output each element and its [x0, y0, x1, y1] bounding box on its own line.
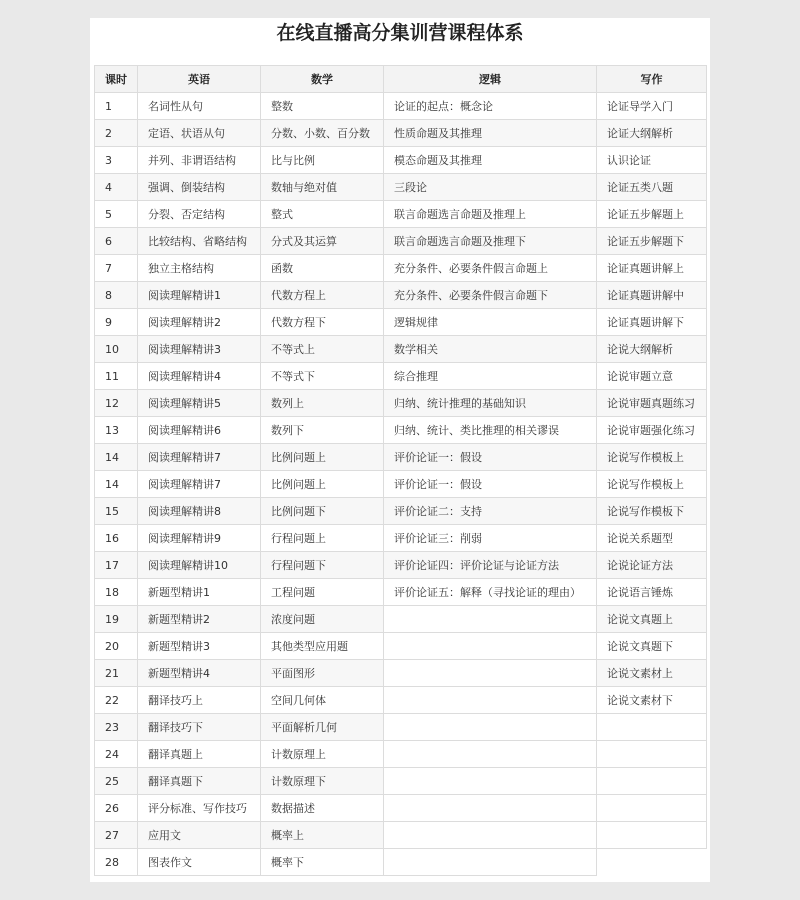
cell-english: 阅读理解精讲3 [138, 336, 261, 363]
cell-logic: 联言命题选言命题及推理上 [384, 201, 597, 228]
cell-writing: 论证真题讲解下 [597, 309, 707, 336]
cell-logic [384, 606, 597, 633]
table-row [95, 633, 707, 660]
table-row [95, 390, 707, 417]
header-english: 英语 [138, 66, 261, 93]
cell-english: 翻译真题下 [138, 768, 261, 795]
cell-english: 应用文 [138, 822, 261, 849]
cell-logic [384, 714, 597, 741]
cell-lesson: 17 [95, 552, 138, 579]
cell-writing: 论证五类八题 [597, 174, 707, 201]
cell-logic: 性质命题及其推理 [384, 120, 597, 147]
cell-english: 比较结构、省略结构 [138, 228, 261, 255]
cell-logic: 数学相关 [384, 336, 597, 363]
cell-lesson: 4 [95, 174, 138, 201]
table-row [95, 849, 707, 876]
cell-logic [384, 822, 597, 849]
cell-logic: 综合推理 [384, 363, 597, 390]
cell-lesson: 5 [95, 201, 138, 228]
cell-english: 并列、非谓语结构 [138, 147, 261, 174]
cell-math: 行程问题上 [261, 525, 384, 552]
cell-lesson: 7 [95, 255, 138, 282]
cell-lesson: 25 [95, 768, 138, 795]
cell-math: 比例问题上 [261, 471, 384, 498]
cell-english: 翻译真题上 [138, 741, 261, 768]
table-row [95, 822, 707, 849]
cell-logic: 评价论证一：假设 [384, 444, 597, 471]
cell-english: 定语、状语从句 [138, 120, 261, 147]
cell-logic: 评价论证四：评价论证与论证方法 [384, 552, 597, 579]
cell-writing [597, 822, 707, 849]
cell-lesson: 14 [95, 444, 138, 471]
table-row [95, 174, 707, 201]
cell-english: 分裂、否定结构 [138, 201, 261, 228]
cell-writing: 论证真题讲解中 [597, 282, 707, 309]
cell-writing: 论说文素材上 [597, 660, 707, 687]
table-row [95, 255, 707, 282]
cell-logic: 模态命题及其推理 [384, 147, 597, 174]
cell-english: 新题型精讲2 [138, 606, 261, 633]
cell-logic: 评价论证三：削弱 [384, 525, 597, 552]
header-writing: 写作 [597, 66, 707, 93]
cell-writing [597, 741, 707, 768]
table-row [95, 552, 707, 579]
cell-english: 新题型精讲3 [138, 633, 261, 660]
cell-logic: 联言命题选言命题及推理下 [384, 228, 597, 255]
header-logic: 逻辑 [384, 66, 597, 93]
cell-english: 阅读理解精讲1 [138, 282, 261, 309]
cell-math: 分数、小数、百分数 [261, 120, 384, 147]
cell-math: 比与比例 [261, 147, 384, 174]
table-row [95, 444, 707, 471]
cell-english: 阅读理解精讲8 [138, 498, 261, 525]
cell-lesson: 2 [95, 120, 138, 147]
table-row [95, 795, 707, 822]
course-table [94, 65, 707, 876]
cell-writing: 论证真题讲解上 [597, 255, 707, 282]
table-row [95, 228, 707, 255]
cell-logic: 归纳、统计、类比推理的相关谬误 [384, 417, 597, 444]
table-row [95, 579, 707, 606]
table-row [95, 120, 707, 147]
cell-logic [384, 768, 597, 795]
cell-lesson: 12 [95, 390, 138, 417]
cell-writing: 论说文真题上 [597, 606, 707, 633]
cell-math: 概率下 [261, 849, 384, 876]
table-row [95, 147, 707, 174]
cell-math: 计数原理上 [261, 741, 384, 768]
cell-logic [384, 660, 597, 687]
cell-math: 计数原理下 [261, 768, 384, 795]
table-row [95, 498, 707, 525]
cell-writing: 论证导学入门 [597, 93, 707, 120]
table-row [95, 336, 707, 363]
cell-logic: 评价论证一：假设 [384, 471, 597, 498]
cell-english: 翻译技巧下 [138, 714, 261, 741]
cell-logic: 充分条件、必要条件假言命题下 [384, 282, 597, 309]
cell-english: 阅读理解精讲4 [138, 363, 261, 390]
cell-writing: 论说文素材下 [597, 687, 707, 714]
cell-logic: 归纳、统计推理的基础知识 [384, 390, 597, 417]
cell-lesson: 6 [95, 228, 138, 255]
cell-math: 数列上 [261, 390, 384, 417]
cell-english: 名词性从句 [138, 93, 261, 120]
cell-english: 评分标准、写作技巧 [138, 795, 261, 822]
cell-english: 图表作文 [138, 849, 261, 876]
cell-english: 新题型精讲1 [138, 579, 261, 606]
cell-lesson: 11 [95, 363, 138, 390]
cell-math: 平面解析几何 [261, 714, 384, 741]
cell-math: 代数方程下 [261, 309, 384, 336]
cell-math: 浓度问题 [261, 606, 384, 633]
cell-lesson: 26 [95, 795, 138, 822]
cell-math: 不等式上 [261, 336, 384, 363]
table-row [95, 471, 707, 498]
cell-math: 不等式下 [261, 363, 384, 390]
cell-english: 阅读理解精讲7 [138, 471, 261, 498]
table-row [95, 714, 707, 741]
cell-math: 其他类型应用题 [261, 633, 384, 660]
table-row [95, 363, 707, 390]
cell-lesson: 14 [95, 471, 138, 498]
cell-writing: 论说审题真题练习 [597, 390, 707, 417]
cell-english: 阅读理解精讲6 [138, 417, 261, 444]
cell-lesson: 21 [95, 660, 138, 687]
cell-english: 翻译技巧上 [138, 687, 261, 714]
cell-english: 独立主格结构 [138, 255, 261, 282]
cell-math: 数列下 [261, 417, 384, 444]
cell-writing: 论证五步解题上 [597, 201, 707, 228]
cell-math: 工程问题 [261, 579, 384, 606]
cell-math: 概率上 [261, 822, 384, 849]
cell-math: 整数 [261, 93, 384, 120]
cell-math: 代数方程上 [261, 282, 384, 309]
cell-logic [384, 849, 597, 876]
cell-logic: 三段论 [384, 174, 597, 201]
cell-lesson: 8 [95, 282, 138, 309]
header-lesson: 课时 [95, 66, 138, 93]
cell-writing: 论说写作模板下 [597, 498, 707, 525]
cell-logic: 充分条件、必要条件假言命题上 [384, 255, 597, 282]
cell-writing: 论说写作模板上 [597, 444, 707, 471]
table-body [95, 93, 707, 876]
cell-logic [384, 795, 597, 822]
cell-lesson: 10 [95, 336, 138, 363]
cell-writing: 论说文真题下 [597, 633, 707, 660]
table-row [95, 201, 707, 228]
table-row [95, 741, 707, 768]
cell-lesson: 19 [95, 606, 138, 633]
table-row [95, 93, 707, 120]
cell-english: 强调、倒装结构 [138, 174, 261, 201]
cell-writing [597, 849, 707, 876]
table-row [95, 282, 707, 309]
cell-math: 分式及其运算 [261, 228, 384, 255]
cell-lesson: 27 [95, 822, 138, 849]
cell-lesson: 28 [95, 849, 138, 876]
cell-lesson: 22 [95, 687, 138, 714]
cell-lesson: 16 [95, 525, 138, 552]
cell-math: 比例问题上 [261, 444, 384, 471]
cell-english: 阅读理解精讲5 [138, 390, 261, 417]
cell-writing: 论说审题立意 [597, 363, 707, 390]
cell-logic: 逻辑规律 [384, 309, 597, 336]
cell-writing: 论说论证方法 [597, 552, 707, 579]
cell-writing: 论说语言锤炼 [597, 579, 707, 606]
cell-writing: 论证大纲解析 [597, 120, 707, 147]
cell-lesson: 3 [95, 147, 138, 174]
cell-math: 整式 [261, 201, 384, 228]
cell-logic [384, 741, 597, 768]
cell-logic: 评价论证二：支持 [384, 498, 597, 525]
cell-math: 数轴与绝对值 [261, 174, 384, 201]
cell-logic [384, 633, 597, 660]
page-title: 在线直播高分集训营课程体系 [276, 22, 524, 44]
cell-math: 函数 [261, 255, 384, 282]
header-math: 数学 [261, 66, 384, 93]
cell-lesson: 23 [95, 714, 138, 741]
cell-logic: 论证的起点：概念论 [384, 93, 597, 120]
cell-math: 行程问题下 [261, 552, 384, 579]
cell-english: 阅读理解精讲7 [138, 444, 261, 471]
cell-writing [597, 768, 707, 795]
cell-writing: 论说大纲解析 [597, 336, 707, 363]
cell-logic: 评价论证五：解释（寻找论证的理由） [384, 579, 597, 606]
cell-writing: 论说审题强化练习 [597, 417, 707, 444]
cell-lesson: 24 [95, 741, 138, 768]
cell-writing: 论证五步解题下 [597, 228, 707, 255]
cell-english: 新题型精讲4 [138, 660, 261, 687]
cell-writing: 认识论证 [597, 147, 707, 174]
cell-logic [384, 687, 597, 714]
table-row [95, 417, 707, 444]
table-row [95, 768, 707, 795]
cell-writing: 论说关系题型 [597, 525, 707, 552]
table-row [95, 525, 707, 552]
table-row [95, 660, 707, 687]
cell-lesson: 20 [95, 633, 138, 660]
cell-lesson: 1 [95, 93, 138, 120]
course-system-page [90, 18, 710, 882]
cell-english: 阅读理解精讲2 [138, 309, 261, 336]
table-row [95, 606, 707, 633]
cell-english: 阅读理解精讲10 [138, 552, 261, 579]
cell-lesson: 18 [95, 579, 138, 606]
cell-math: 空间几何体 [261, 687, 384, 714]
cell-writing [597, 795, 707, 822]
cell-math: 平面图形 [261, 660, 384, 687]
table-row [95, 687, 707, 714]
cell-lesson: 13 [95, 417, 138, 444]
cell-lesson: 9 [95, 309, 138, 336]
cell-math: 比例问题下 [261, 498, 384, 525]
cell-writing [597, 714, 707, 741]
cell-english: 阅读理解精讲9 [138, 525, 261, 552]
cell-writing: 论说写作模板上 [597, 471, 707, 498]
cell-lesson: 15 [95, 498, 138, 525]
table-row [95, 309, 707, 336]
cell-math: 数据描述 [261, 795, 384, 822]
table-header-row [95, 66, 707, 93]
